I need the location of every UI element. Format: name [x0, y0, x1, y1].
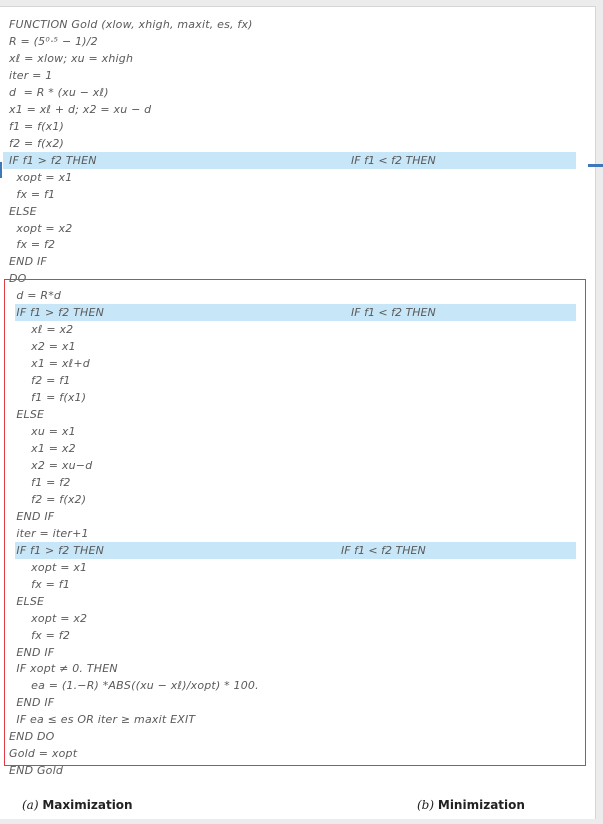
code-line: xopt = x1	[9, 170, 73, 184]
minimization-alternate: IF f1 < f2 THEN	[341, 543, 426, 557]
code-line: DO	[9, 272, 27, 286]
code-line: d = R * (xu − xℓ)	[9, 85, 109, 99]
code-line: ELSE	[9, 594, 45, 608]
code-line: x1 = x2	[9, 442, 76, 455]
code-line: iter = iter+1	[9, 526, 89, 540]
caption-b-text: Minimization	[437, 798, 525, 812]
code-line: f2 = f1	[9, 374, 71, 388]
code-line: IF xopt ≠ 0. THEN	[9, 662, 118, 676]
caption-a-letter: (a)	[22, 798, 39, 812]
document-page	[0, 6, 596, 819]
code-line: END Gold	[9, 764, 64, 778]
code-line: END IF	[9, 645, 55, 659]
code-line: f2 = f(x2)	[9, 136, 65, 150]
code-line: xu = x1	[9, 425, 76, 439]
code-line: fx = f1	[9, 187, 56, 201]
code-line: fx = f2	[9, 628, 71, 642]
code-line: ELSE	[9, 408, 45, 422]
code-line: x1 = xℓ+d	[9, 357, 90, 371]
code-line: x2 = x1	[9, 340, 76, 354]
code-line: fx = f1	[9, 577, 71, 591]
code-line: IF ea ≤ es OR iter ≥ maxit EXIT	[9, 713, 196, 727]
code-line: END IF	[9, 696, 55, 710]
code-line: d = R*d	[9, 289, 62, 303]
minimization-alternate: IF f1 < f2 THEN	[351, 306, 436, 320]
code-line: xopt = x1	[9, 560, 88, 574]
minimization-alternate: IF f1 < f2 THEN	[351, 153, 436, 167]
code-line: IF f1 > f2 THEN	[9, 153, 97, 167]
code-line: R = (5⁰·⁵ − 1)/2	[9, 34, 98, 48]
code-line: f1 = f2	[9, 475, 71, 489]
caption-maximization	[22, 796, 133, 814]
code-line: f2 = f(x2)	[9, 492, 87, 506]
code-line: xℓ = xlow; xu = xhigh	[9, 51, 134, 65]
do-loop-box	[4, 279, 586, 766]
code-line: IF f1 > f2 THEN	[9, 543, 105, 557]
code-line: ea = (1.−R) *ABS((xu − xℓ)/xopt) * 100.	[9, 679, 259, 693]
code-line: xopt = x2	[9, 221, 73, 235]
caption-b-letter: (b)	[417, 798, 435, 812]
code-line: END IF	[9, 509, 55, 523]
left-marker	[0, 162, 2, 178]
caption-a-text: Maximization	[42, 798, 133, 812]
code-line: ELSE	[9, 204, 37, 218]
code-line: xopt = x2	[9, 611, 88, 625]
code-line: Gold = xopt	[9, 747, 78, 761]
caption-minimization	[417, 796, 525, 814]
code-line: f1 = f(x1)	[9, 119, 65, 133]
code-line: END IF	[9, 255, 47, 269]
code-line: xℓ = x2	[9, 323, 74, 337]
side-marker	[588, 164, 603, 167]
code-line: IF f1 > f2 THEN	[9, 306, 105, 320]
code-line: FUNCTION Gold (xlow, xhigh, maxit, es, fx)	[9, 18, 253, 31]
code-line: fx = f2	[9, 238, 56, 252]
code-line: x1 = xℓ + d; x2 = xu − d	[9, 102, 152, 116]
code-line: iter = 1	[9, 68, 53, 82]
code-line: END DO	[9, 730, 55, 744]
code-line: f1 = f(x1)	[9, 391, 87, 405]
code-line: x2 = xu−d	[9, 458, 93, 472]
